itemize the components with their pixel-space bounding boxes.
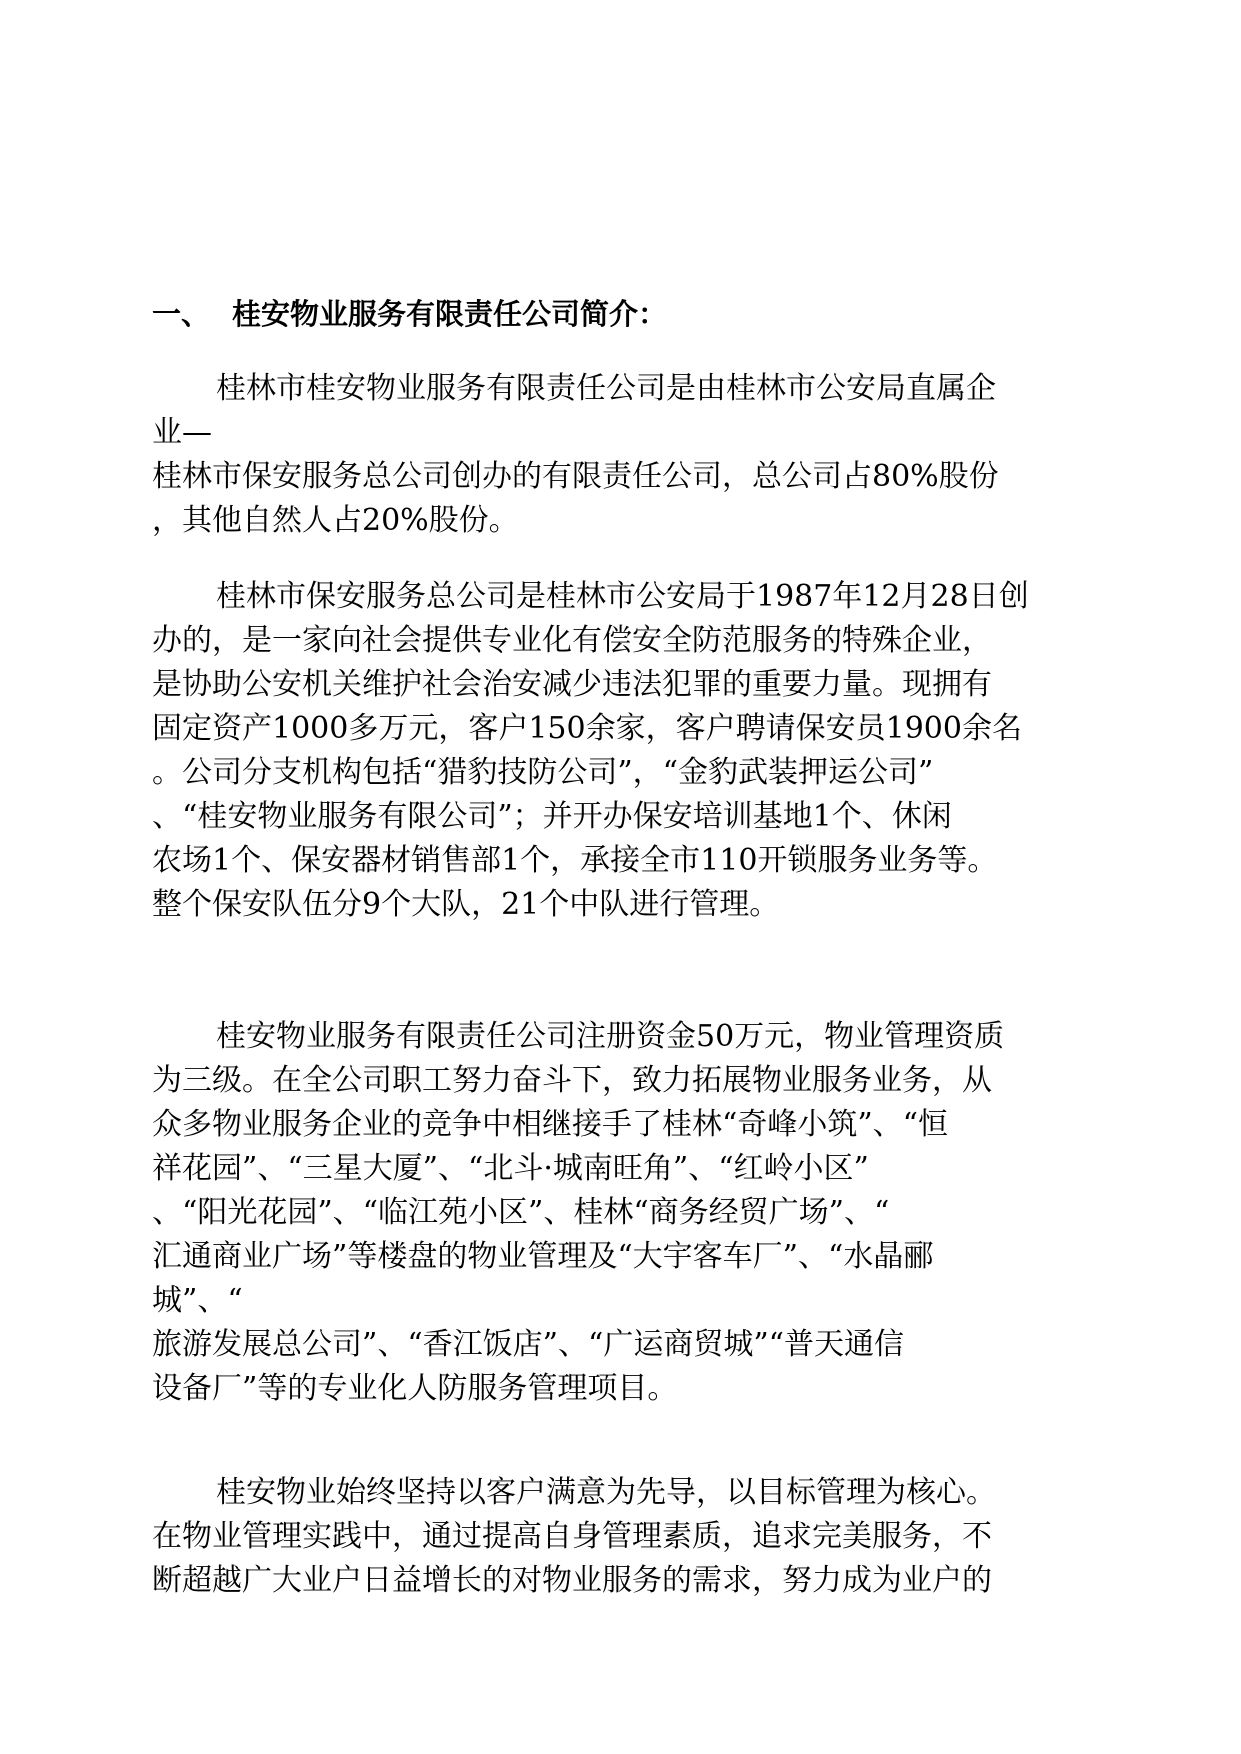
paragraph-line: 整个保安队伍分9个大队，21个中队进行管理。 <box>152 887 780 922</box>
paragraph-line: 办的，是一家向社会提供专业化有偿安全防范服务的特殊企业， <box>152 623 992 658</box>
paragraph-line: 固定资产1000多万元，客户150余家，客户聘请保安员1900余名 <box>152 711 1022 746</box>
paragraph-line: 、“阳光花园”、“临江苑小区”、桂林“商务经贸广场”、“ <box>152 1195 890 1230</box>
paragraph-line: 业— <box>152 415 212 450</box>
paragraph-line: 农场1个、保安器材销售部1个，承接全市110开锁服务业务等。 <box>152 843 998 878</box>
paragraph-line: 、“桂安物业服务有限公司”；并开办保安培训基地1个、休闲 <box>152 799 952 834</box>
paragraph-line: 祥花园”、“三星大厦”、“北斗·城南旺角”、“红岭小区” <box>152 1151 869 1186</box>
paragraph-property-services <box>152 1015 1092 1411</box>
paragraph-line: 断超越广大业户日益增长的对物业服务的需求，努力成为业户的 <box>152 1563 992 1598</box>
paragraph-line: 。公司分支机构包括“猎豹技防公司”，“金豹武装押运公司” <box>152 755 934 790</box>
paragraph-line: 旅游发展总公司”、“香江饭店”、“广运商贸城”“普天通信 <box>152 1327 905 1362</box>
paragraph-line: 是协助公安机关维护社会治安减少违法犯罪的重要力量。现拥有 <box>152 667 992 702</box>
paragraph-line: 桂安物业始终坚持以客户满意为先导，以目标管理为核心。 <box>216 1475 996 1510</box>
paragraph-line: ，其他自然人占20%股份。 <box>152 503 519 538</box>
section-title: 桂安物业服务有限责任公司简介： <box>232 297 668 331</box>
paragraph-line: 桂林市保安服务总公司创办的有限责任公司，总公司占80%股份 <box>152 459 999 494</box>
paragraph-line: 桂林市保安服务总公司是桂林市公安局于1987年12月28日创 <box>216 579 1029 614</box>
paragraph-line: 汇通商业广场”等楼盘的物业管理及“大宇客车厂”、“水晶郦 <box>152 1239 934 1274</box>
paragraph-line: 桂安物业服务有限责任公司注册资金50万元，物业管理资质 <box>216 1019 1005 1054</box>
section-number: 一、 <box>152 297 211 331</box>
paragraph-parent-company <box>152 575 1092 927</box>
paragraph-line: 设备厂”等的专业化人防服务管理项目。 <box>152 1371 678 1406</box>
paragraph-line: 在物业管理实践中，通过提高自身管理素质，追求完美服务，不 <box>152 1519 992 1554</box>
paragraph-line: 城”、“ <box>152 1283 243 1318</box>
paragraph-line: 为三级。在全公司职工努力奋斗下，致力拓展物业服务业务，从 <box>152 1063 992 1098</box>
paragraph-line: 桂林市桂安物业服务有限责任公司是由桂林市公安局直属企 <box>216 371 996 406</box>
paragraph-service-philosophy <box>152 1471 1092 1603</box>
section-heading <box>152 294 667 334</box>
paragraph-line: 众多物业服务企业的竞争中相继接手了桂林“奇峰小筑”、“恒 <box>152 1107 949 1142</box>
paragraph-company-origin <box>152 367 1092 543</box>
